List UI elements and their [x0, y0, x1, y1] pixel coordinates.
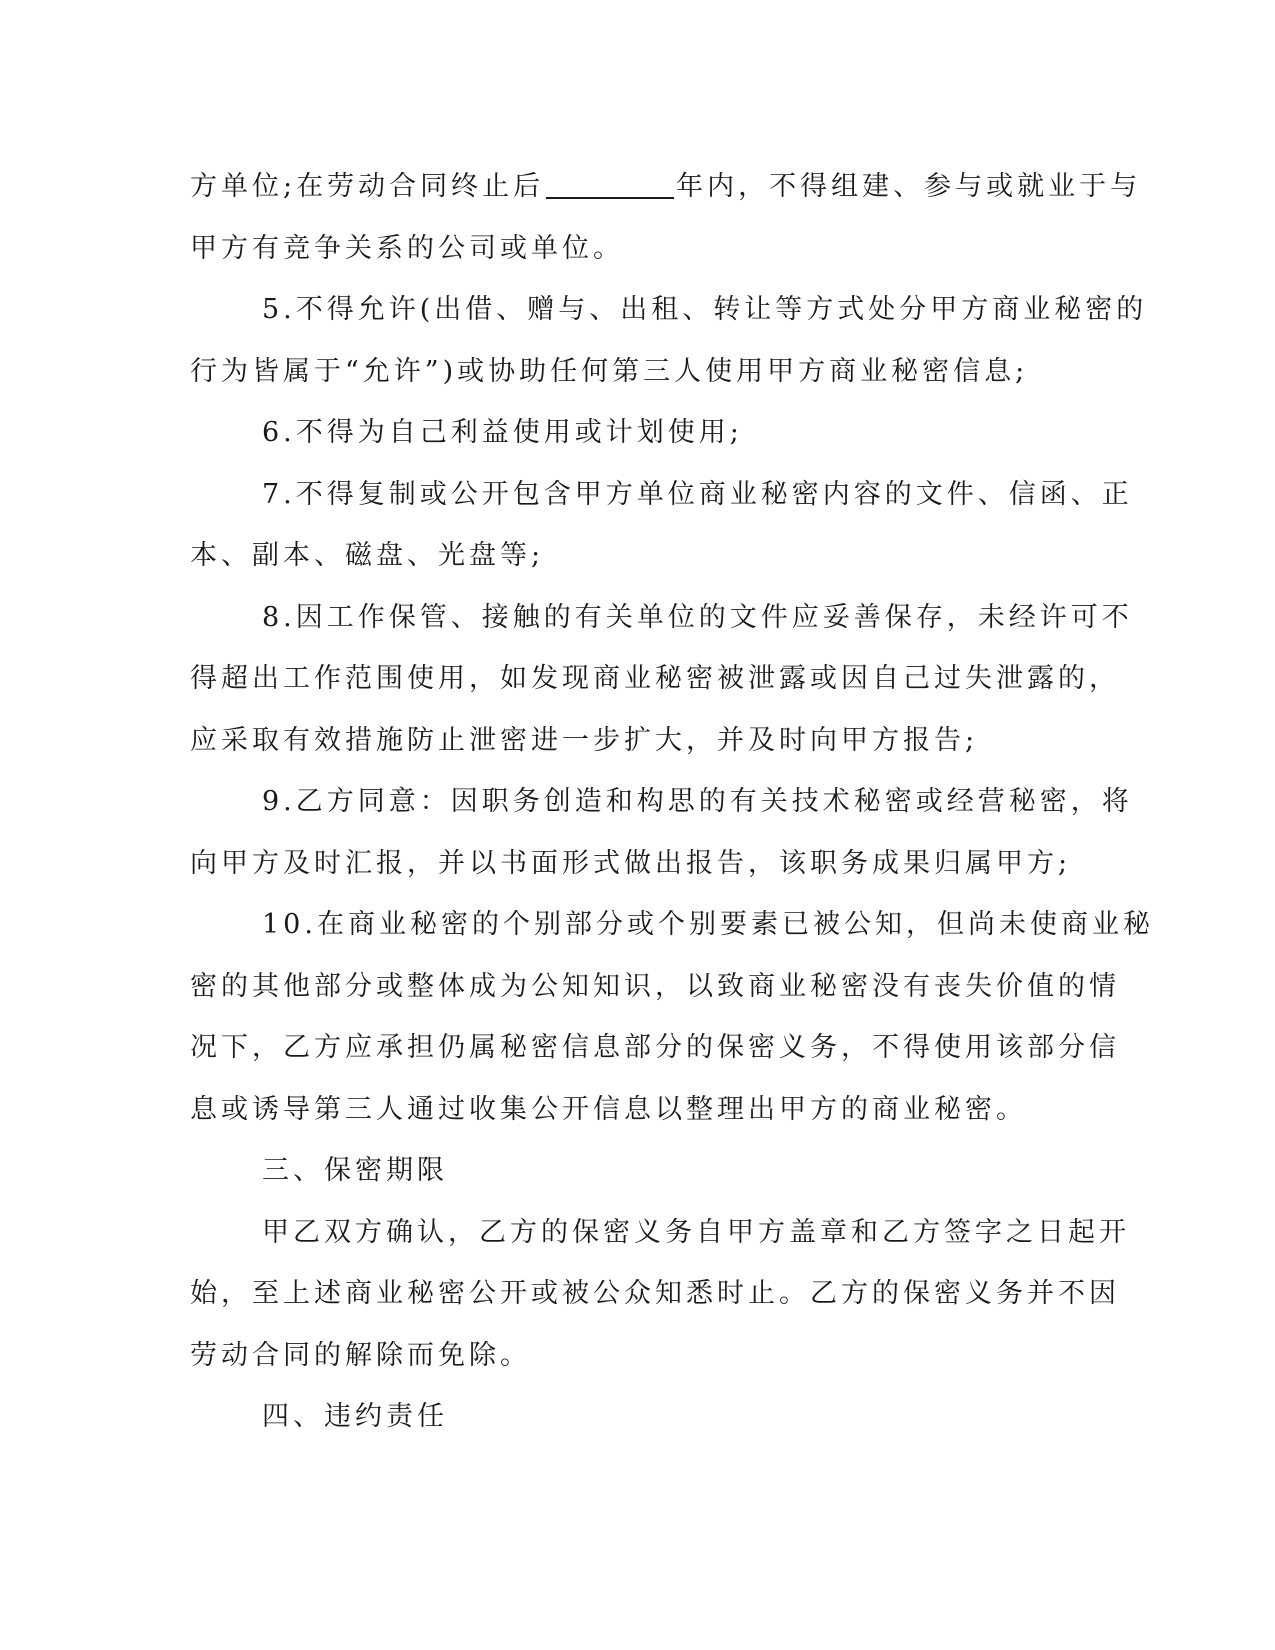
- clause-9: 9.乙方同意：因职务创造和构思的有关技术秘密或经营秘密，将: [262, 786, 1133, 817]
- text-line: 行为皆属于“允许”)或协助任何第三人使用甲方商业秘密信息;: [190, 355, 1029, 387]
- fill-in-blank: [546, 169, 674, 199]
- text-line: 况下，乙方应承担仍属秘密信息部分的保密义务，不得使用该部分信: [190, 1032, 1120, 1063]
- text-line: 方单位;在劳动合同终止后 年内，不得组建、参与或就业于与: [190, 171, 1142, 202]
- text-line: 本、副本、磁盘、光盘等;: [190, 540, 545, 571]
- section-heading-confidentiality-period: 三、保密期限: [262, 1155, 448, 1186]
- text-line: 始，至上述商业秘密公开或被公众知悉时止。乙方的保密义务并不因: [190, 1278, 1120, 1309]
- text-line: 向甲方及时汇报，并以书面形式做出报告，该职务成果归属甲方;: [190, 847, 1072, 879]
- text-line: 甲方有竞争关系的公司或单位。: [190, 232, 624, 264]
- document-body: [190, 156, 1154, 1448]
- text-line: 密的其他部分或整体成为公知知识，以致商业秘密没有丧失价值的情: [190, 970, 1120, 1002]
- text-line: 劳动合同的解除而免除。: [190, 1339, 531, 1371]
- clause-10: 10.在商业秘密的个别部分或个别要素已被公知，但尚未使商业秘: [262, 909, 1154, 940]
- clause-8: 8.因工作保管、接触的有关单位的文件应妥善保存，未经许可不: [262, 601, 1133, 633]
- text-line: 甲乙双方确认，乙方的保密义务自甲方盖章和乙方签字之日起开: [262, 1216, 1130, 1248]
- clause-7: 7.不得复制或公开包含甲方单位商业秘密内容的文件、信函、正: [262, 478, 1133, 510]
- text-line: 息或诱导第三人通过收集公开信息以整理出甲方的商业秘密。: [190, 1093, 1027, 1125]
- text-line: 得超出工作范围使用，如发现商业秘密被泄露或因自己过失泄露的，: [190, 663, 1120, 694]
- section-heading-breach-liability: 四、违约责任: [262, 1401, 448, 1432]
- text-line: 应采取有效措施防止泄密进一步扩大，并及时向甲方报告;: [190, 724, 979, 756]
- clause-5: 5.不得允许(出借、赠与、出租、转让等方式处分甲方商业秘密的: [262, 294, 1148, 325]
- clause-6: 6.不得为自己利益使用或计划使用;: [262, 417, 743, 448]
